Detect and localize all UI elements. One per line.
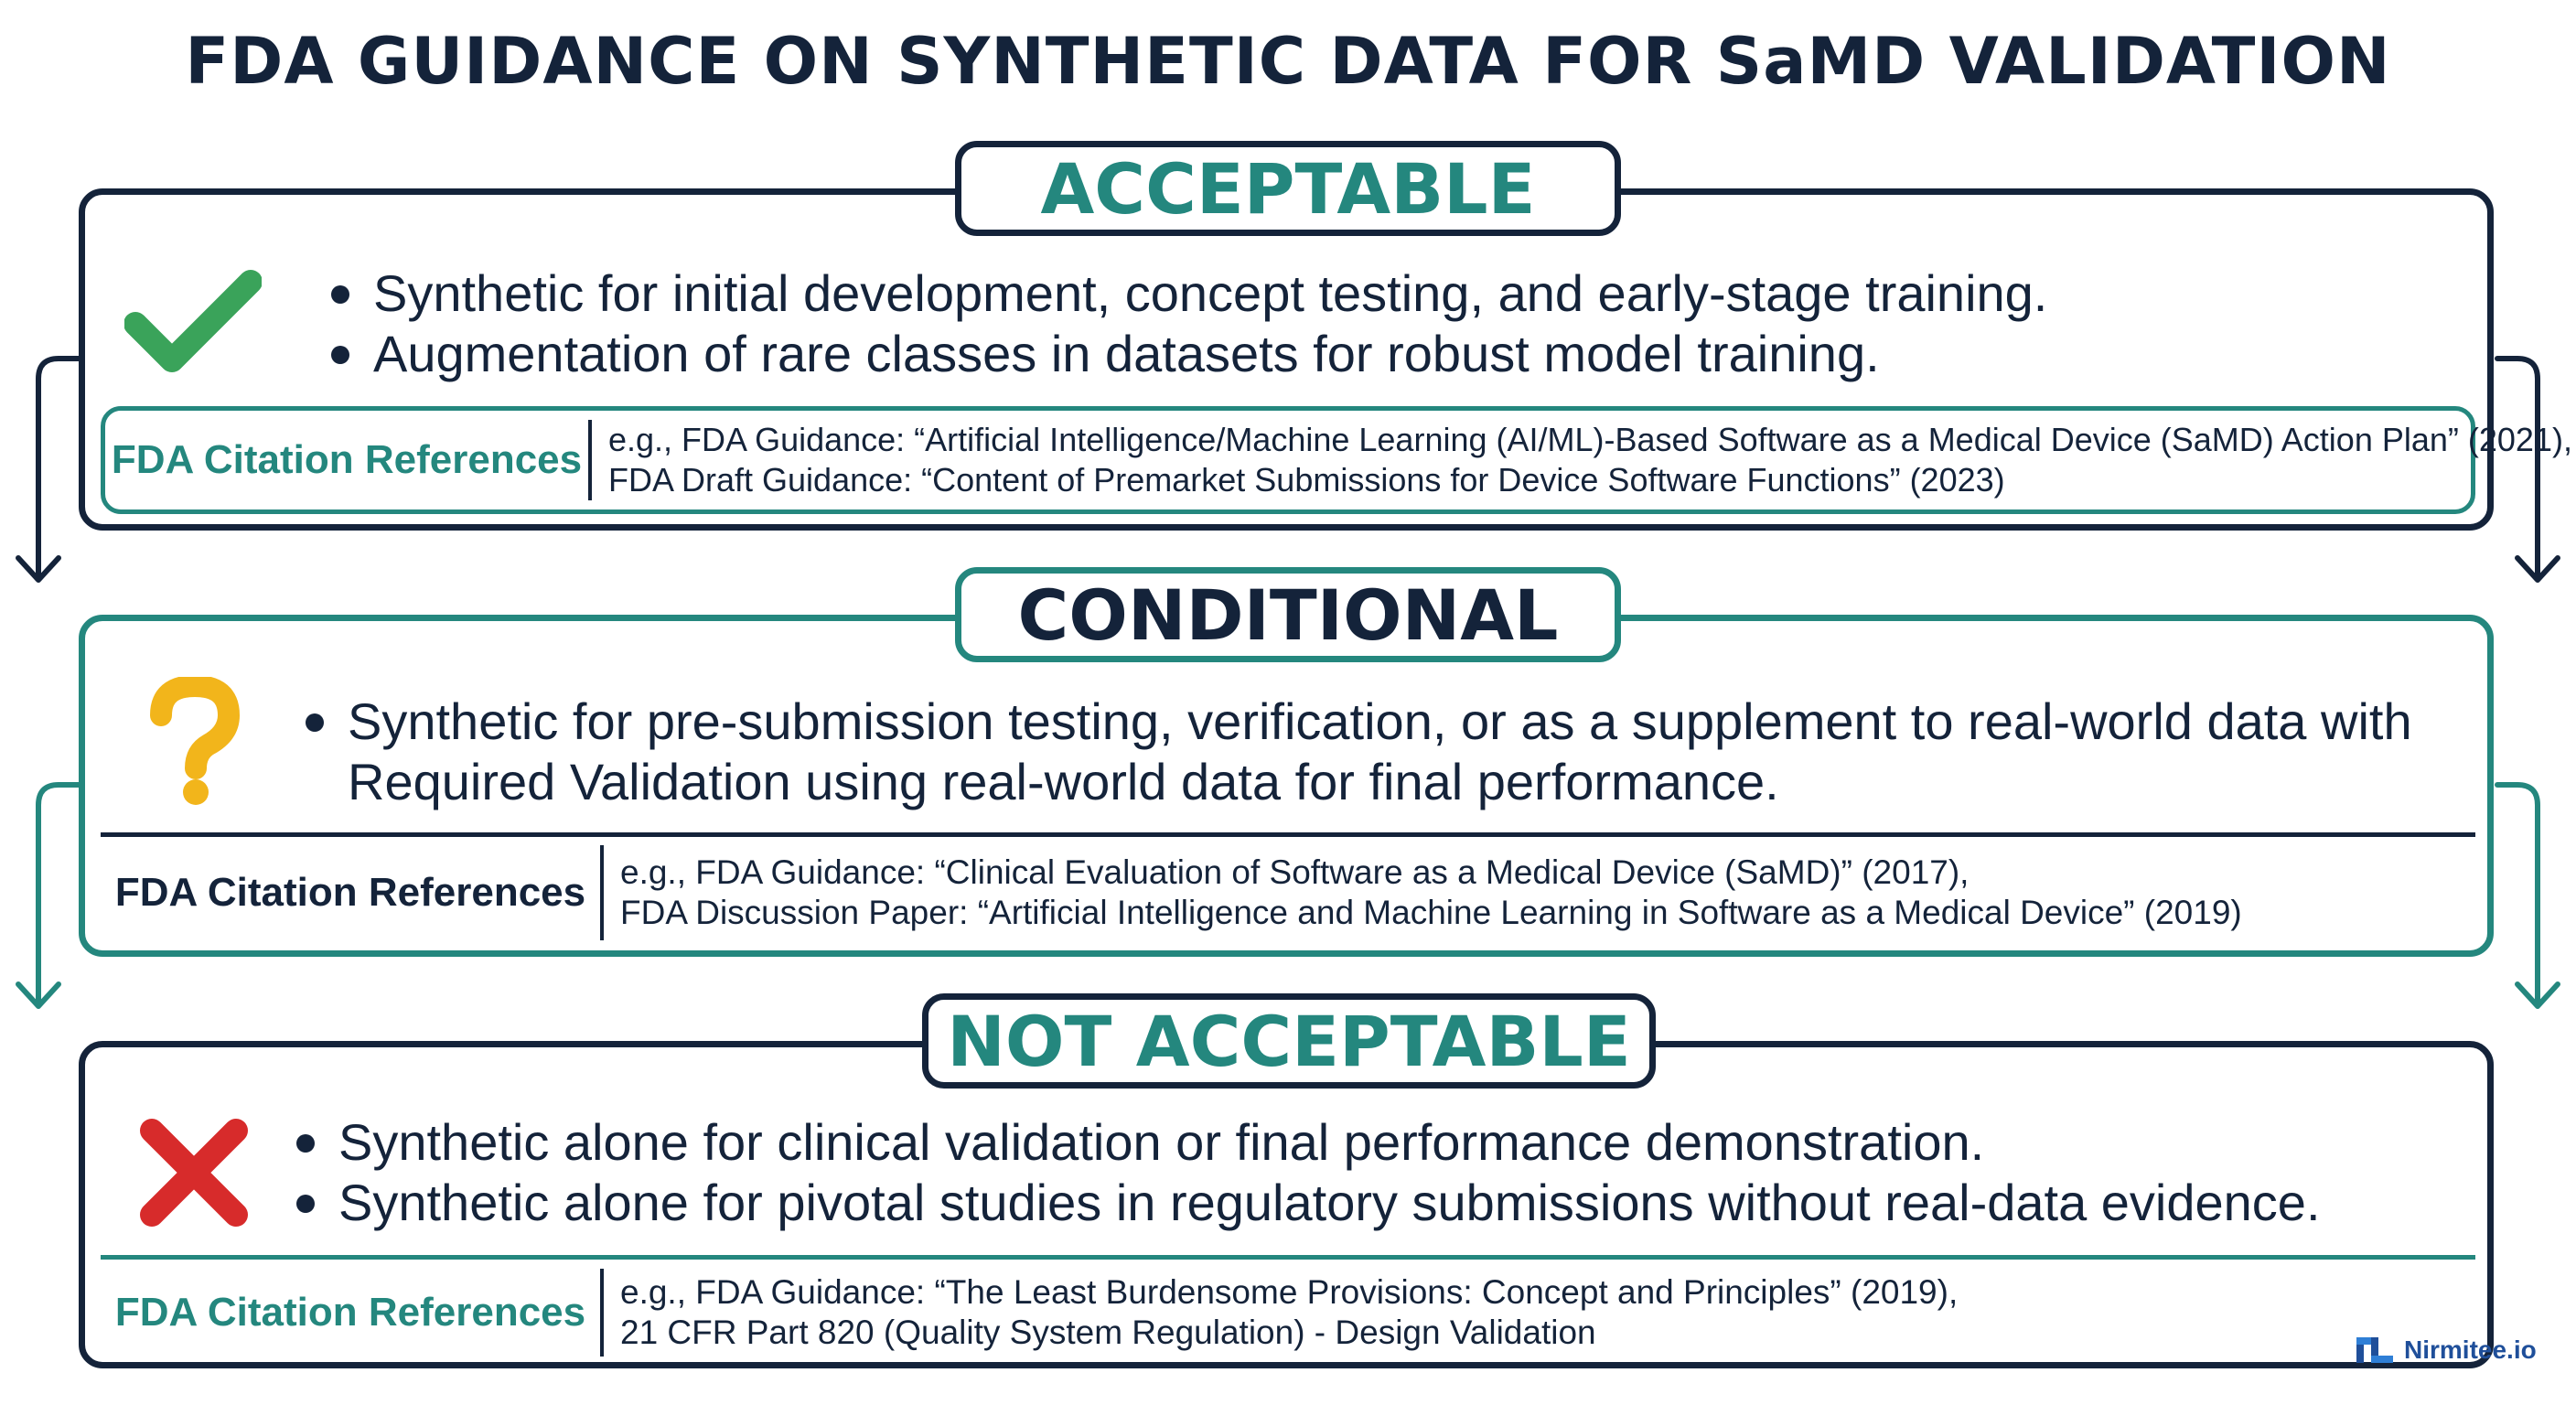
citation-line: FDA Discussion Paper: “Artificial Intelligence and Machine Learning in Software as a Medical Device” (2019)	[620, 893, 2242, 931]
conditional-label: CONDITIONAL	[955, 567, 1621, 662]
conditional-bullet-list	[306, 692, 2464, 812]
citation-text	[604, 1272, 1958, 1353]
citation-text	[592, 420, 2572, 500]
citation-line: 21 CFR Part 820 (Quality System Regulation) - Design Validation	[620, 1313, 1596, 1351]
citation-heading: FDA Citation References	[114, 1289, 586, 1335]
list-item: Synthetic alone for pivotal studies in regulatory submissions without real-data evidence.	[296, 1173, 2474, 1233]
nirmitee-logo-icon	[2355, 1332, 2395, 1368]
checkmark-icon	[124, 265, 262, 375]
conditional-citation-box	[101, 832, 2475, 948]
brand	[2355, 1332, 2537, 1368]
list-item: Synthetic for pre-submission testing, verification, or as a supplement to real-world data with Required Validation using real-world data for final performance.	[306, 692, 2464, 812]
not-acceptable-bullet-list	[296, 1112, 2474, 1233]
citation-line: e.g., FDA Guidance: “The Least Burdensome Provisions: Concept and Principles” (2019),	[620, 1272, 1959, 1311]
right-arrow-2	[2497, 785, 2538, 1003]
question-mark-icon	[145, 677, 245, 805]
list-item: Augmentation of rare classes in datasets for robust model training.	[331, 324, 2453, 384]
acceptable-bullet-list	[331, 263, 2453, 384]
brand-name: Nirmitee.io	[2404, 1335, 2537, 1364]
citation-line: FDA Draft Guidance: “Content of Premarket Submissions for Device Software Functions” (2023)	[608, 461, 2005, 499]
left-arrow-1	[38, 359, 79, 576]
citation-heading: FDA Citation References	[111, 437, 583, 482]
acceptable-citation-box	[101, 406, 2572, 514]
left-arrow-2	[38, 785, 79, 1003]
citation-line: e.g., FDA Guidance: “Clinical Evaluation of Software as a Medical Device (SaMD)” (2017),	[620, 853, 1970, 891]
citation-line: e.g., FDA Guidance: “Artificial Intelligence/Machine Learning (AI/ML)-Based Software as a Medical Device (SaMD) Action Plan” (2021),	[608, 421, 2572, 458]
citation-heading: FDA Citation References	[114, 869, 586, 915]
cross-icon	[139, 1118, 249, 1228]
not-acceptable-citation-box	[101, 1255, 2475, 1365]
acceptable-label: ACCEPTABLE	[955, 141, 1621, 236]
citation-text	[604, 853, 2242, 933]
page-title: FDA GUIDANCE ON SYNTHETIC DATA FOR SaMD VALIDATION	[185, 24, 2391, 99]
not-acceptable-label: NOT ACCEPTABLE	[922, 993, 1656, 1089]
list-item: Synthetic for initial development, concept testing, and early-stage training.	[331, 263, 2453, 324]
list-item: Synthetic alone for clinical validation or final performance demonstration.	[296, 1112, 2474, 1173]
